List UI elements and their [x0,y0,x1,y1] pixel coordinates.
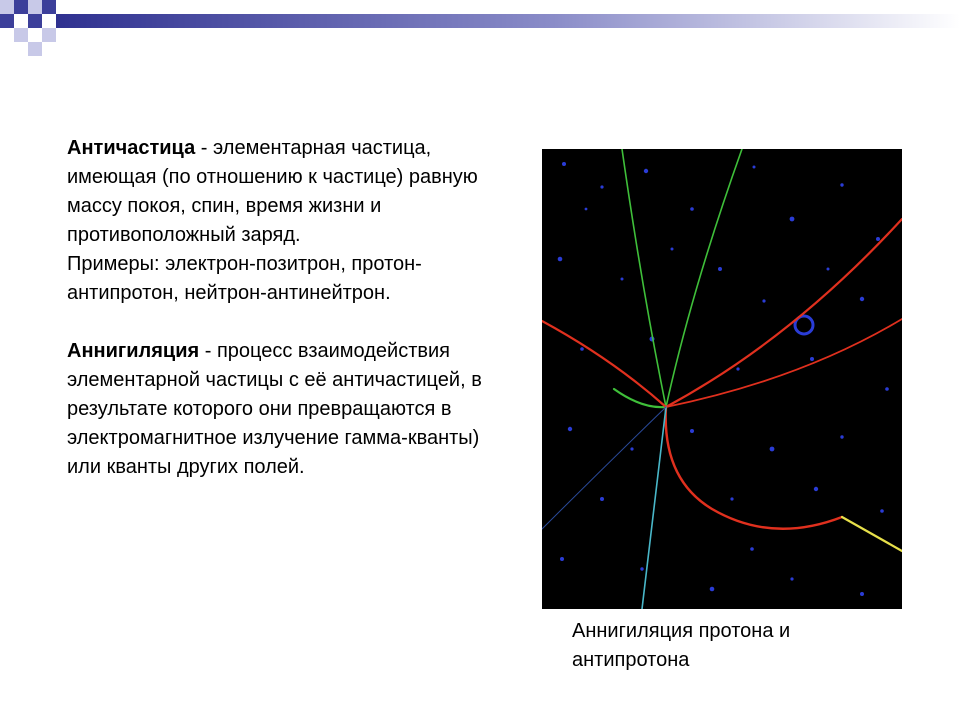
decoration-square [28,14,42,28]
decoration-square [14,28,28,42]
definitions-text [67,134,487,482]
figure-caption: Аннигиляция протона и антипротона [572,620,791,671]
decoration-square [28,0,42,14]
antiparticle-description: - элементарная частица, имеющая (по отношению к частице) равную массу покоя, спин, время жизни и противоположный заряд. [67,137,478,246]
annihilation-definition [67,337,487,482]
examples: Примеры: электрон-позитрон, протон-антипротон, нейтрон-антинейтрон. [67,253,422,304]
paragraph-gap [67,308,487,337]
decoration-square [0,0,14,14]
header-decoration [0,0,960,60]
decoration-gradient-bar [56,14,960,28]
antiparticle-definition [67,134,487,250]
annihilation-description: - процесс взаимодействия элементарной частицы с её античастицей, в результате которого они превращаются в электромагнитное излучение гамма-кванты) или кванты других полей. [67,340,482,478]
decoration-square [42,28,56,42]
decoration-square [0,14,14,28]
annihilation-photo [542,149,902,609]
decoration-square [42,0,56,14]
antiparticle-term: Античастица [67,137,196,159]
annihilation-term: Аннигиляция [67,340,200,362]
decoration-square [14,0,28,14]
decoration-square [28,42,42,56]
